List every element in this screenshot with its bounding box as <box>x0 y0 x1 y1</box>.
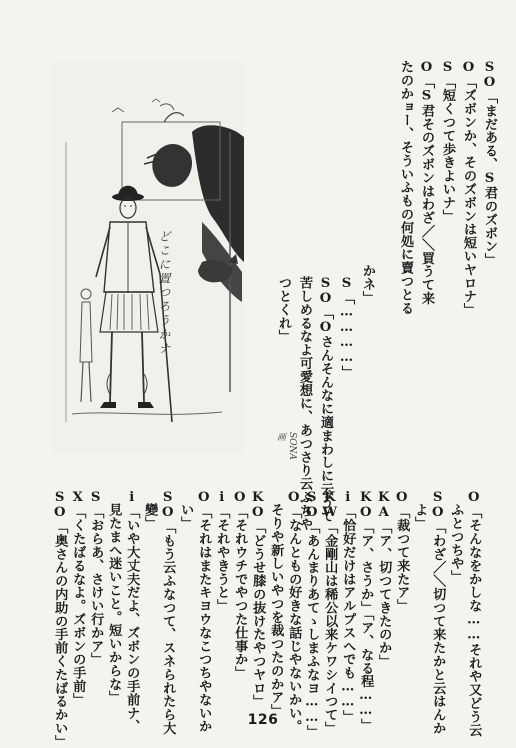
text-column: KW「金剛山は稀公以来ケワシイつて」 <box>322 490 338 735</box>
illustration-signature: SONA画 <box>275 432 297 460</box>
text-column: S「…………」 <box>339 276 354 379</box>
sketch-illustration <box>52 62 244 454</box>
text-column: KO「どうせ膝の抜けたやつヤロ」 <box>250 490 266 708</box>
text-column: O「ズボンか、そのズボンは短いヤロナ」 <box>461 60 476 317</box>
text-column: SO「あんまりあてゝしまふなヨ……」 <box>304 490 320 739</box>
text-column: たのかョー、そういふもの何処に賣つとる <box>398 60 413 315</box>
text-column: O「裁つて来たア」 <box>394 490 410 613</box>
text-column: い」 <box>178 503 194 530</box>
page-number: 126 <box>247 712 279 728</box>
text-column: かネ」 <box>360 264 375 305</box>
text-column: i「それやきうと」 <box>214 490 230 613</box>
text-column: SO「Oさんそんなに適まわしに云うて <box>318 276 333 523</box>
text-column: O「それウチでやつた仕事か」 <box>232 490 248 680</box>
text-column: O「なんともの好きな話じやないかい。 <box>286 490 302 733</box>
text-column: O「S君そのズボンはわざ／＼買うて来 <box>419 60 434 305</box>
text-column: SO「わざ／＼切つて来たかと云はんか <box>430 490 446 735</box>
text-column: O「それはまたキヨウなこつちやないか <box>196 490 212 733</box>
text-column: よ」 <box>412 503 428 530</box>
text-column: そりや新しいやつを裁つたのかア」 <box>268 503 284 718</box>
text-column: X「くたばるなよ。ズボンの手前」 <box>70 490 86 707</box>
text-column: i「いや大丈夫だよ、ズボンの手前ナ、 <box>124 490 140 733</box>
text-column: O「そんなをかしな……それや又どう云 <box>466 490 482 737</box>
text-column: SO「もう云ふなつて、スネられたら大 <box>160 490 176 735</box>
text-column: SO「まだある、S君のズボン」 <box>482 60 497 267</box>
text-column: 變」 <box>142 503 158 530</box>
text-column: i「恰好だけはアルプスへでも……」 <box>340 490 356 724</box>
text-column: 苦しめるなよ可愛想に、あつさり云ふちや <box>297 276 312 531</box>
text-column: S「短くつて歩きよいナ」 <box>440 60 455 223</box>
text-column: KA「ア、切つてきたのか」 <box>376 490 392 668</box>
text-column: ふとつちや」 <box>448 503 464 584</box>
text-column: 見たまへ迷いこと。短いからな」 <box>106 503 122 704</box>
illustration-caption: どこに置つろうかナ <box>157 230 171 356</box>
text-column: S「おらあ、さけい行かア」 <box>88 490 104 666</box>
text-column: SO「奥さんの内助の手前くたばるかい」 <box>52 490 68 748</box>
text-column: KO「ア、さうか」「ア、なる程……」 <box>358 490 374 732</box>
text-column: つとくれ」 <box>276 276 291 343</box>
